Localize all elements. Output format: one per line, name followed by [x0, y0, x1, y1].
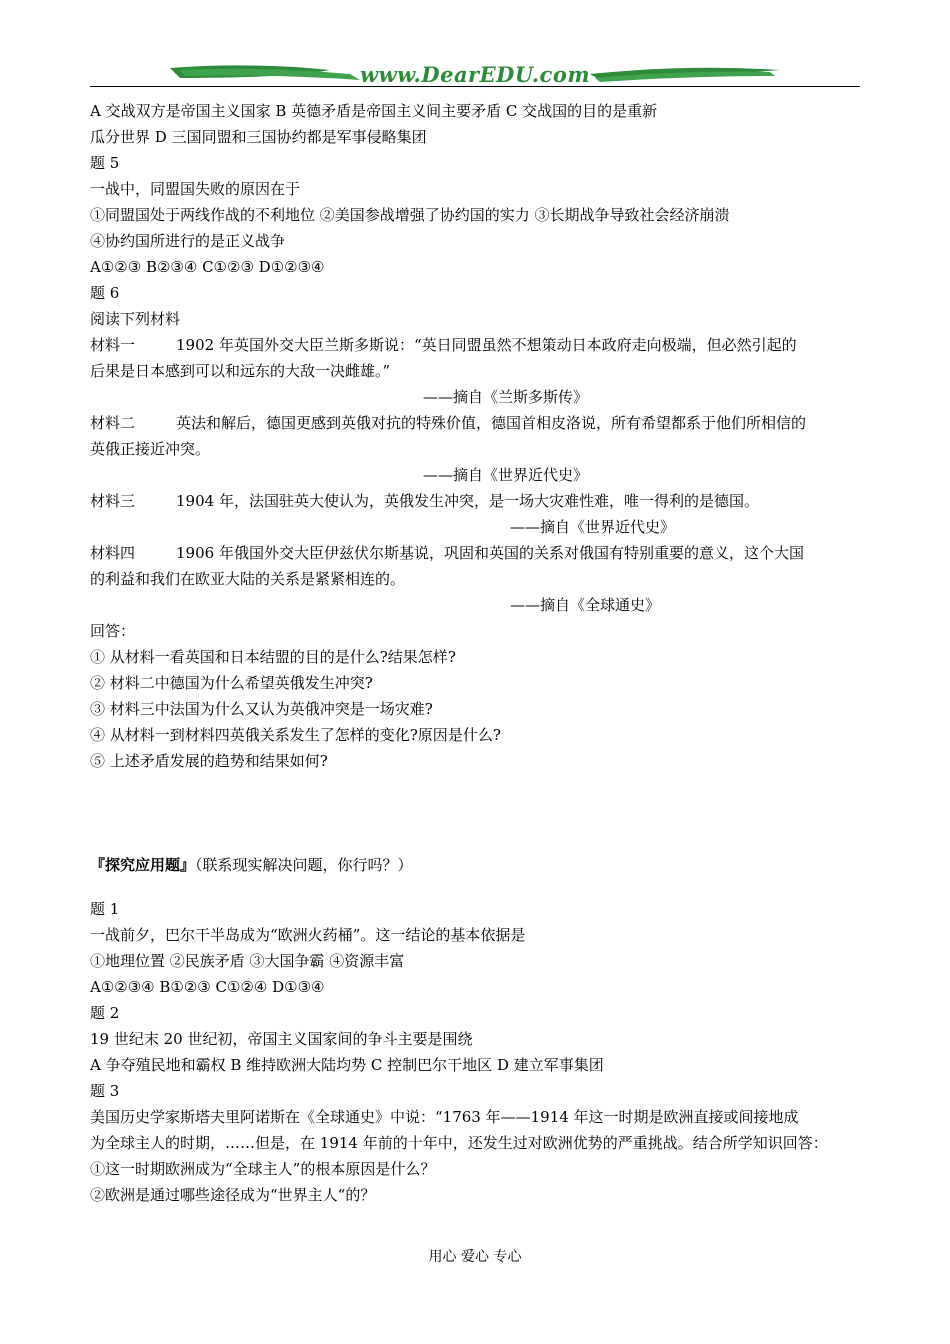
material-2-text-cont: 英俄正接近冲突。	[90, 440, 211, 458]
e3-question-1: ①这一时期欧洲成为“全球主人”的根本原因是什么？	[90, 1160, 436, 1178]
answer-question-1: ① 从材料一看英国和日本结盟的目的是什么?结果怎样?	[90, 648, 456, 666]
section-heading	[90, 852, 862, 878]
material-4-label: 材料四	[90, 544, 136, 562]
e3-label: 题 3	[90, 1082, 120, 1100]
material-1	[90, 332, 862, 358]
e1-stem: 一战前夕，巴尔干半岛成为“欧洲火药桶”。这一结论的基本依据是	[90, 926, 526, 944]
q5-label: 题 5	[90, 154, 120, 172]
q4-options-line1: A 交战双方是帝国主义国家 B 英德矛盾是帝国主义间主要矛盾 C 交战国的目的是重新	[90, 102, 658, 120]
q6-label: 题 6	[90, 284, 120, 302]
page-footer: 用心 爱心 专心	[428, 1249, 522, 1265]
material-2-source: ——摘自《世界近代史》	[423, 466, 589, 484]
material-1-label: 材料一	[90, 336, 136, 354]
site-logo[interactable]: www.DearEDU.com	[359, 62, 591, 87]
material-3-text: 1904 年，法国驻英大使认为，英俄发生冲突，是一场大灾难性难，唯一得利的是德国。	[176, 492, 759, 510]
material-4-text: 1906 年俄国外交大臣伊兹伏尔斯基说，巩固和英国的关系对俄国有特别重要的意义，这个大国	[176, 544, 804, 562]
material-1-text: 1902 年英国外交大臣兰斯多斯说：“英日同盟虽然不想策动日本政府走向极端，但必然引起的	[176, 336, 797, 354]
answer-question-5: ⑤ 上述矛盾发展的趋势和结果如何?	[90, 752, 328, 770]
answer-label: 回答：	[90, 622, 136, 640]
material-1-source: ——摘自《兰斯多斯传》	[423, 388, 589, 406]
material-3-source: ——摘自《世界近代史》	[510, 518, 676, 536]
spacer	[90, 774, 862, 852]
material-3	[90, 488, 862, 514]
answer-question-4: ④ 从材料一到材料四英俄关系发生了怎样的变化?原因是什么?	[90, 726, 501, 744]
q5-items-line1: ①同盟国处于两线作战的不利地位 ②美国参战增强了协约国的实力 ③长期战争导致社会经济崩溃	[90, 206, 730, 224]
e2-options: A 争夺殖民地和霸权 B 维持欧洲大陆均势 C 控制巴尔干地区 D 建立军事集团	[90, 1056, 604, 1074]
q5-options: A①②③ B②③④ C①②③ D①②③④	[90, 258, 325, 276]
material-2	[90, 410, 862, 436]
document-body	[90, 98, 862, 1208]
e1-options: A①②③④ B①②③ C①②④ D①③④	[90, 978, 325, 996]
material-2-label: 材料二	[90, 414, 136, 432]
material-4-source: ——摘自《全球通史》	[510, 596, 661, 614]
material-4-text-cont: 的利益和我们在欧亚大陆的关系是紧紧相连的。	[90, 570, 406, 588]
material-1-text-cont: 后果是日本感到可以和远东的大敌一决雌雄。”	[90, 362, 391, 380]
q6-stem: 阅读下列材料	[90, 310, 181, 328]
q4-options-line2: 瓜分世界 D 三国同盟和三国协约都是军事侵略集团	[90, 128, 427, 146]
e1-label: 题 1	[90, 900, 120, 918]
material-4	[90, 540, 862, 566]
e3-stem-line1: 美国历史学家斯塔夫里阿诺斯在《全球通史》中说：“1763 年——1914 年这一时期是欧洲直接或间接地成	[90, 1108, 799, 1126]
section-subtitle: （联系现实解决问题，你行吗？）	[195, 856, 413, 874]
q5-stem: 一战中，同盟国失败的原因在于	[90, 180, 301, 198]
answer-question-2: ② 材料二中德国为什么希望英俄发生冲突?	[90, 674, 373, 692]
e2-label: 题 2	[90, 1004, 120, 1022]
header-rule	[90, 86, 860, 87]
material-2-text: 英法和解后，德国更感到英俄对抗的特殊价值，德国首相皮洛说，所有希望都系于他们所相信的	[176, 414, 807, 432]
answer-question-3: ③ 材料三中法国为什么又认为英俄冲突是一场灾难?	[90, 700, 433, 718]
material-3-label: 材料三	[90, 492, 136, 510]
e3-stem-line2: 为全球主人的时期，……但是，在 1914 年前的十年中，还发生过对欧洲优势的严重挑战。结合所学知识回答：	[90, 1134, 828, 1152]
e1-items: ①地理位置 ②民族矛盾 ③大国争霸 ④资源丰富	[90, 952, 405, 970]
q5-items-line2: ④协约国所进行的是正义战争	[90, 232, 286, 250]
spacer-small	[90, 878, 862, 896]
e2-stem: 19 世纪末 20 世纪初，帝国主义国家间的争斗主要是围绕	[90, 1030, 473, 1048]
section-title: 『探究应用题』	[90, 856, 196, 874]
e3-question-2: ②欧洲是通过哪些途径成为“世界主人“的？	[90, 1186, 376, 1204]
